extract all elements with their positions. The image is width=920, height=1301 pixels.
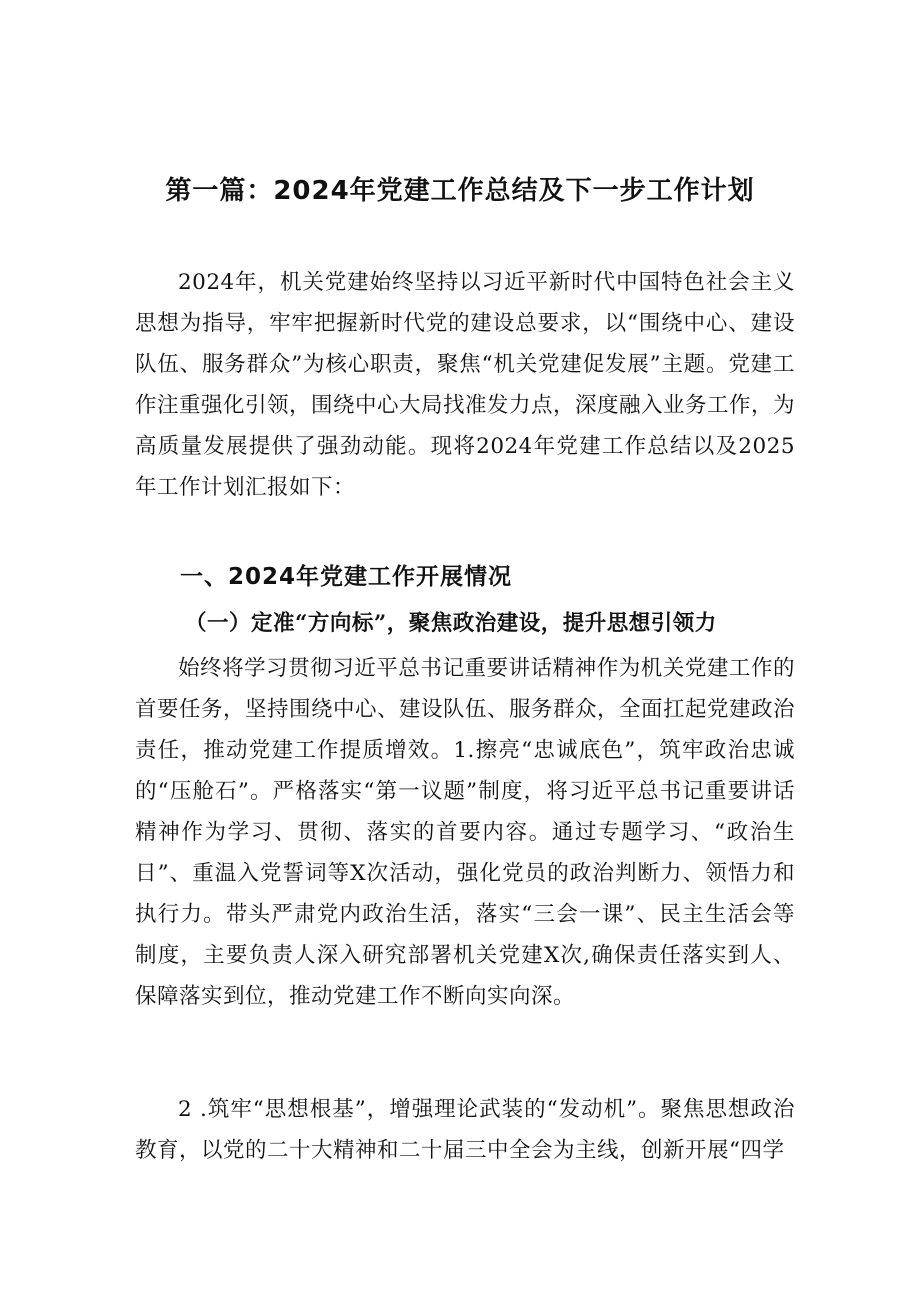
body-paragraph-1: 始终将学习贯彻习近平总书记重要讲话精神作为机关党建工作的首要任务，坚持围绕中心、建设队伍、服务群众，全面扛起党建政治责任，推动党建工作提质增效。1.擦亮“忠诚底色”，筑牢政治忠诚的“压舱石”。严格落实“第一议题”制度，将习近平总书记重要讲话精神作为学习、贯彻、落实的首要内容。通过专题学习、“政治生日”、重温入党誓词等X次活动，强化党员的政治判断力、领悟力和执行力。带头严肃党内政治生活，落实“三会一课”、民主生活会等制度，主要负责人深入研究部署机关党建X次,确保责任落实到人、保障落实到位，推动党建工作不断向实向深。 — [135, 656, 796, 1009]
document-title: 第一篇：2024年党建工作总结及下一步工作计划 — [165, 176, 755, 206]
subsection-heading: （一）定准“方向标”，聚焦政治建设，提升思想引领力 — [185, 611, 717, 636]
body-paragraph-2: 2 .筑牢“思想根基”，增强理论武装的“发动机”。聚焦思想政治教育，以党的二十大精神和二十届三中全会为主线，创新开展“四学 — [135, 1097, 795, 1163]
intro-paragraph: 2024年，机关党建始终坚持以习近平新时代中国特色社会主义思想为指导，牢牢把握新时代党的建设总要求，以“围绕中心、建设队伍、服务群众”为核心职责，聚焦“机关党建促发展”主题。党建工作注重强化引领，围绕中心大局找准发力点，深度融入业务工作，为高质量发展提供了强劲动能。现将2024年党建工作总结以及2025年工作计划汇报如下： — [135, 270, 796, 500]
section-heading: 一、2024年党建工作开展情况 — [180, 564, 513, 590]
